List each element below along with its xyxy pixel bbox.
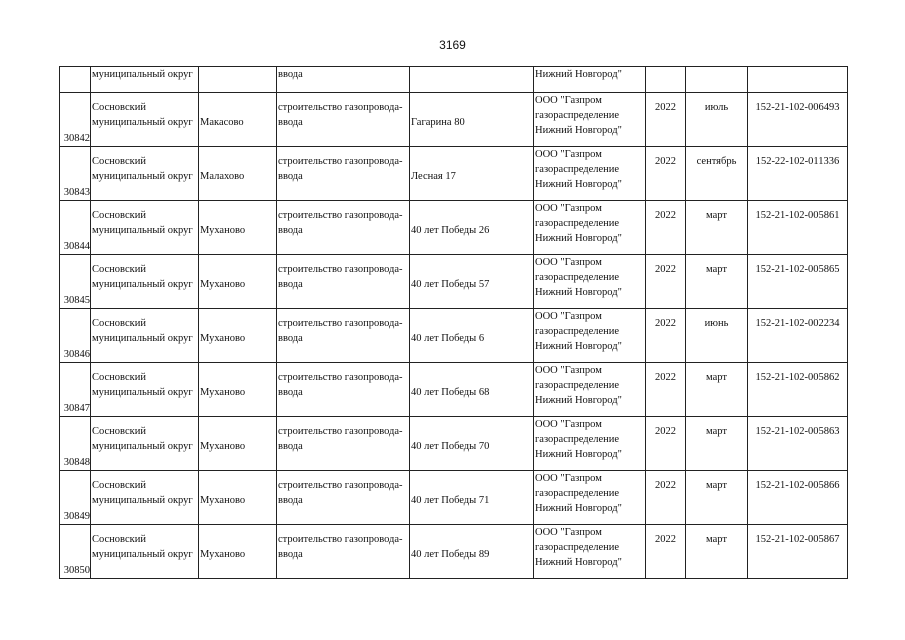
cell-month: март (686, 525, 748, 579)
cell-settlement: Муханово (199, 255, 277, 309)
cell-settlement: Малахово (199, 147, 277, 201)
cell-district: Сосновский муниципальный округ (91, 525, 199, 579)
gas-pipeline-table (59, 66, 848, 579)
cell-org: ООО "Газпром газораспределение Нижний Новгород" (534, 201, 646, 255)
cell-month: июнь (686, 309, 748, 363)
cell-code: 152-21-102-005861 (748, 201, 848, 255)
cell-settlement: Муханово (199, 309, 277, 363)
cell-num: 30849 (60, 471, 91, 525)
cell-year: 2022 (646, 525, 686, 579)
cell-address: 40 лет Победы 68 (410, 363, 534, 417)
cell-settlement: Муханово (199, 363, 277, 417)
cell-code: 152-21-102-006493 (748, 93, 848, 147)
cell-type: строительство газопровода- ввода (277, 363, 410, 417)
cell-num: 30847 (60, 363, 91, 417)
cell-address: 40 лет Победы 26 (410, 201, 534, 255)
cell-district: муниципальный округ (91, 67, 199, 93)
cell-org: ООО "Газпром газораспределение Нижний Новгород" (534, 93, 646, 147)
cell-num (60, 67, 91, 93)
cell-code: 152-21-102-005866 (748, 471, 848, 525)
cell-address: 40 лет Победы 89 (410, 525, 534, 579)
cell-org: ООО "Газпром газораспределение Нижний Новгород" (534, 525, 646, 579)
cell-type: строительство газопровода- ввода (277, 309, 410, 363)
cell-org: ООО "Газпром газораспределение Нижний Новгород" (534, 309, 646, 363)
cell-code: 152-22-102-011336 (748, 147, 848, 201)
cell-code: 152-21-102-005865 (748, 255, 848, 309)
cell-settlement: Макасово (199, 93, 277, 147)
cell-settlement: Муханово (199, 201, 277, 255)
cell-year: 2022 (646, 309, 686, 363)
cell-address (410, 67, 534, 93)
cell-month: март (686, 363, 748, 417)
cell-type: ввода (277, 67, 410, 93)
cell-org: ООО "Газпром газораспределение Нижний Новгород" (534, 255, 646, 309)
cell-year (646, 67, 686, 93)
cell-num: 30850 (60, 525, 91, 579)
table-row (60, 147, 848, 201)
cell-code: 152-21-102-002234 (748, 309, 848, 363)
cell-code (748, 67, 848, 93)
cell-month: март (686, 255, 748, 309)
table-row (60, 93, 848, 147)
cell-year: 2022 (646, 255, 686, 309)
cell-district: Сосновский муниципальный округ (91, 471, 199, 525)
cell-org: Нижний Новгород" (534, 67, 646, 93)
table-row (60, 471, 848, 525)
cell-code: 152-21-102-005863 (748, 417, 848, 471)
cell-address: Гагарина 80 (410, 93, 534, 147)
cell-type: строительство газопровода- ввода (277, 201, 410, 255)
cell-district: Сосновский муниципальный округ (91, 363, 199, 417)
cell-month: март (686, 201, 748, 255)
cell-num: 30842 (60, 93, 91, 147)
cell-address: 40 лет Победы 70 (410, 417, 534, 471)
cell-district: Сосновский муниципальный округ (91, 147, 199, 201)
cell-district: Сосновский муниципальный округ (91, 93, 199, 147)
cell-org: ООО "Газпром газораспределение Нижний Новгород" (534, 363, 646, 417)
cell-type: строительство газопровода- ввода (277, 525, 410, 579)
cell-year: 2022 (646, 417, 686, 471)
table-row (60, 309, 848, 363)
table-row (60, 417, 848, 471)
cell-settlement: Муханово (199, 525, 277, 579)
cell-year: 2022 (646, 93, 686, 147)
cell-year: 2022 (646, 363, 686, 417)
table-row (60, 255, 848, 309)
cell-settlement (199, 67, 277, 93)
cell-month: июль (686, 93, 748, 147)
cell-district: Сосновский муниципальный округ (91, 201, 199, 255)
cell-num: 30846 (60, 309, 91, 363)
cell-district: Сосновский муниципальный округ (91, 309, 199, 363)
cell-code: 152-21-102-005862 (748, 363, 848, 417)
cell-num: 30843 (60, 147, 91, 201)
cell-month (686, 67, 748, 93)
page-number: 3169 (439, 38, 466, 52)
cell-org: ООО "Газпром газораспределение Нижний Новгород" (534, 471, 646, 525)
cell-settlement: Муханово (199, 471, 277, 525)
cell-year: 2022 (646, 471, 686, 525)
cell-address: 40 лет Победы 6 (410, 309, 534, 363)
cell-num: 30844 (60, 201, 91, 255)
cell-address: 40 лет Победы 57 (410, 255, 534, 309)
cell-num: 30848 (60, 417, 91, 471)
cell-year: 2022 (646, 147, 686, 201)
cell-district: Сосновский муниципальный округ (91, 255, 199, 309)
cell-num: 30845 (60, 255, 91, 309)
cell-type: строительство газопровода- ввода (277, 471, 410, 525)
table-row-partial (60, 67, 848, 93)
cell-type: строительство газопровода- ввода (277, 93, 410, 147)
cell-code: 152-21-102-005867 (748, 525, 848, 579)
cell-address: Лесная 17 (410, 147, 534, 201)
cell-org: ООО "Газпром газораспределение Нижний Новгород" (534, 417, 646, 471)
cell-address: 40 лет Победы 71 (410, 471, 534, 525)
cell-type: строительство газопровода- ввода (277, 255, 410, 309)
cell-year: 2022 (646, 201, 686, 255)
cell-month: март (686, 417, 748, 471)
cell-type: строительство газопровода- ввода (277, 147, 410, 201)
cell-org: ООО "Газпром газораспределение Нижний Новгород" (534, 147, 646, 201)
cell-month: сентябрь (686, 147, 748, 201)
table-row (60, 201, 848, 255)
table-row (60, 363, 848, 417)
cell-district: Сосновский муниципальный округ (91, 417, 199, 471)
cell-month: март (686, 471, 748, 525)
cell-type: строительство газопровода- ввода (277, 417, 410, 471)
cell-settlement: Муханово (199, 417, 277, 471)
table-row (60, 525, 848, 579)
